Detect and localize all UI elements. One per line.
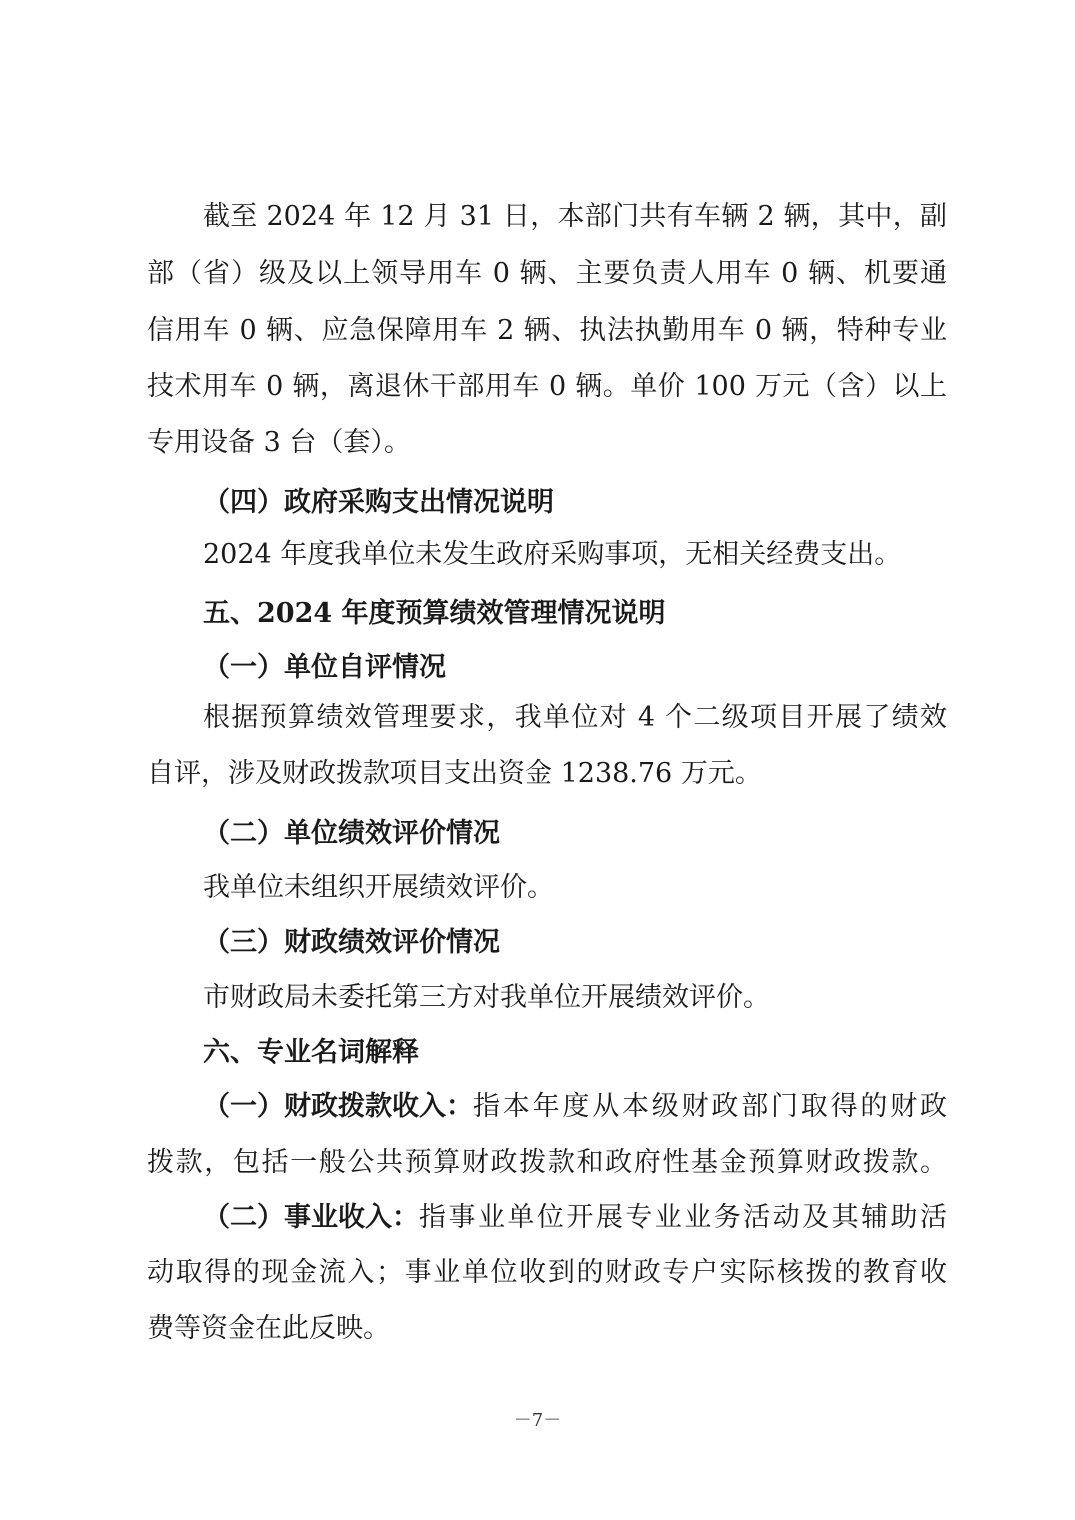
vehicles-paragraph-line-5: 专用设备 3 台（套）。 (147, 427, 411, 458)
term2-line-1 (203, 1200, 947, 1236)
term2-label: （二）事业收入： (203, 1202, 419, 1233)
procurement-text: 2024 年度我单位未发生政府采购事项，无相关经费支出。 (203, 539, 902, 570)
term1-line-2: 拨款，包括一般公共预算财政拨款和政府性基金预算财政拨款。 (147, 1147, 947, 1178)
fiscal-evaluation-heading: （三）财政绩效评价情况 (203, 927, 500, 958)
term2-definition-start: 指事业单位开展专业业务活动及其辅助活 (419, 1202, 947, 1233)
term2-line-2: 动取得的现金流入；事业单位收到的财政专户实际核拨的教育收 (147, 1257, 947, 1288)
vehicles-paragraph-line-3: 信用车 0 辆、应急保障用车 2 辆、执法执勤用车 0 辆，特种专业 (147, 315, 947, 346)
self-evaluation-line-1: 根据预算绩效管理要求，我单位对 4 个二级项目开展了绩效 (203, 702, 947, 733)
term1-line-1 (203, 1089, 947, 1125)
section-six-heading: 六、专业名词解释 (203, 1037, 419, 1068)
term1-definition-start: 指本年度从本级财政部门取得的财政 (473, 1091, 947, 1122)
vehicles-paragraph-line-2: 部（省）级及以上领导用车 0 辆、主要负责人用车 0 辆、机要通 (147, 258, 947, 289)
unit-evaluation-text: 我单位未组织开展绩效评价。 (203, 872, 554, 903)
unit-evaluation-heading: （二）单位绩效评价情况 (203, 818, 500, 849)
page-number: －7－ (513, 1410, 562, 1431)
self-evaluation-heading: （一）单位自评情况 (203, 652, 446, 683)
term2-line-3: 费等资金在此反映。 (147, 1313, 390, 1344)
term1-label: （一）财政拨款收入： (203, 1091, 473, 1122)
fiscal-evaluation-text: 市财政局未委托第三方对我单位开展绩效评价。 (203, 982, 770, 1013)
section-five-heading: 五、2024 年度预算绩效管理情况说明 (203, 598, 666, 629)
vehicles-paragraph-line-4: 技术用车 0 辆，离退休干部用车 0 辆。单价 100 万元（含）以上 (147, 371, 947, 402)
vehicles-paragraph-line-1: 截至 2024 年 12 月 31 日，本部门共有车辆 2 辆，其中，副 (203, 201, 947, 232)
procurement-heading: （四）政府采购支出情况说明 (203, 487, 554, 518)
self-evaluation-line-2: 自评，涉及财政拨款项目支出资金 1238.76 万元。 (147, 758, 762, 789)
